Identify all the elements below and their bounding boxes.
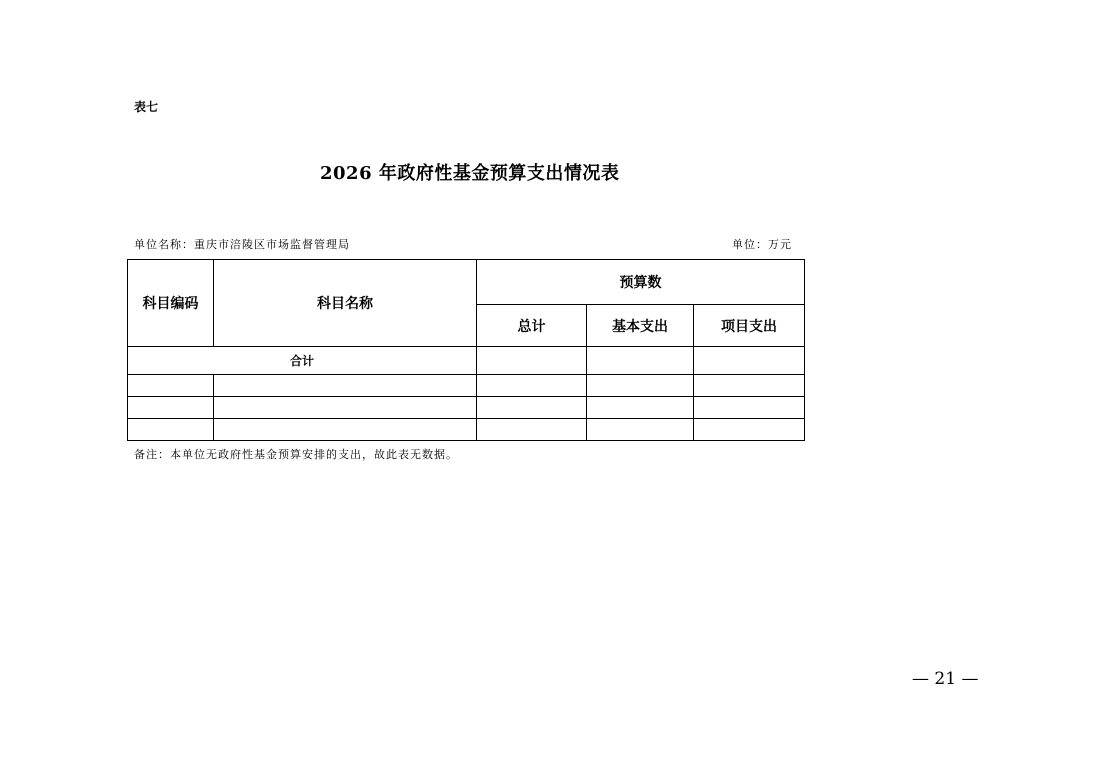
cell-basic: [587, 397, 694, 419]
cell-name: [214, 419, 477, 441]
total-value-basic: [587, 347, 694, 375]
cell-code: [128, 419, 214, 441]
header-budget: 预算数: [477, 260, 805, 305]
header-name: 科目名称: [214, 260, 477, 347]
cell-basic: [587, 419, 694, 441]
cell-project: [694, 397, 805, 419]
header-project: 项目支出: [694, 305, 805, 347]
total-row: [128, 347, 805, 375]
budget-table: [127, 259, 805, 441]
table-row: [128, 419, 805, 441]
cell-project: [694, 375, 805, 397]
cell-total: [477, 375, 587, 397]
cell-total: [477, 397, 587, 419]
total-label: 合计: [128, 347, 477, 375]
header-code: 科目编码: [128, 260, 214, 347]
cell-code: [128, 397, 214, 419]
table-row: [128, 397, 805, 419]
total-value-project: [694, 347, 805, 375]
unit-currency: 单位：万元: [732, 238, 792, 251]
cell-basic: [587, 375, 694, 397]
unit-name: 单位名称：重庆市涪陵区市场监督管理局: [134, 238, 350, 251]
cell-name: [214, 397, 477, 419]
footnote: 备注：本单位无政府性基金预算安排的支出，故此表无数据。: [134, 448, 458, 461]
header-total: 总计: [477, 305, 587, 347]
table-label: 表七: [134, 100, 159, 114]
cell-total: [477, 419, 587, 441]
header-row-1: [128, 260, 805, 305]
document-title: 2026 年政府性基金预算支出情况表: [320, 163, 620, 184]
cell-name: [214, 375, 477, 397]
table-row: [128, 375, 805, 397]
total-value-total: [477, 347, 587, 375]
header-basic: 基本支出: [587, 305, 694, 347]
cell-project: [694, 419, 805, 441]
cell-code: [128, 375, 214, 397]
page-number: — 21 —: [912, 669, 979, 689]
